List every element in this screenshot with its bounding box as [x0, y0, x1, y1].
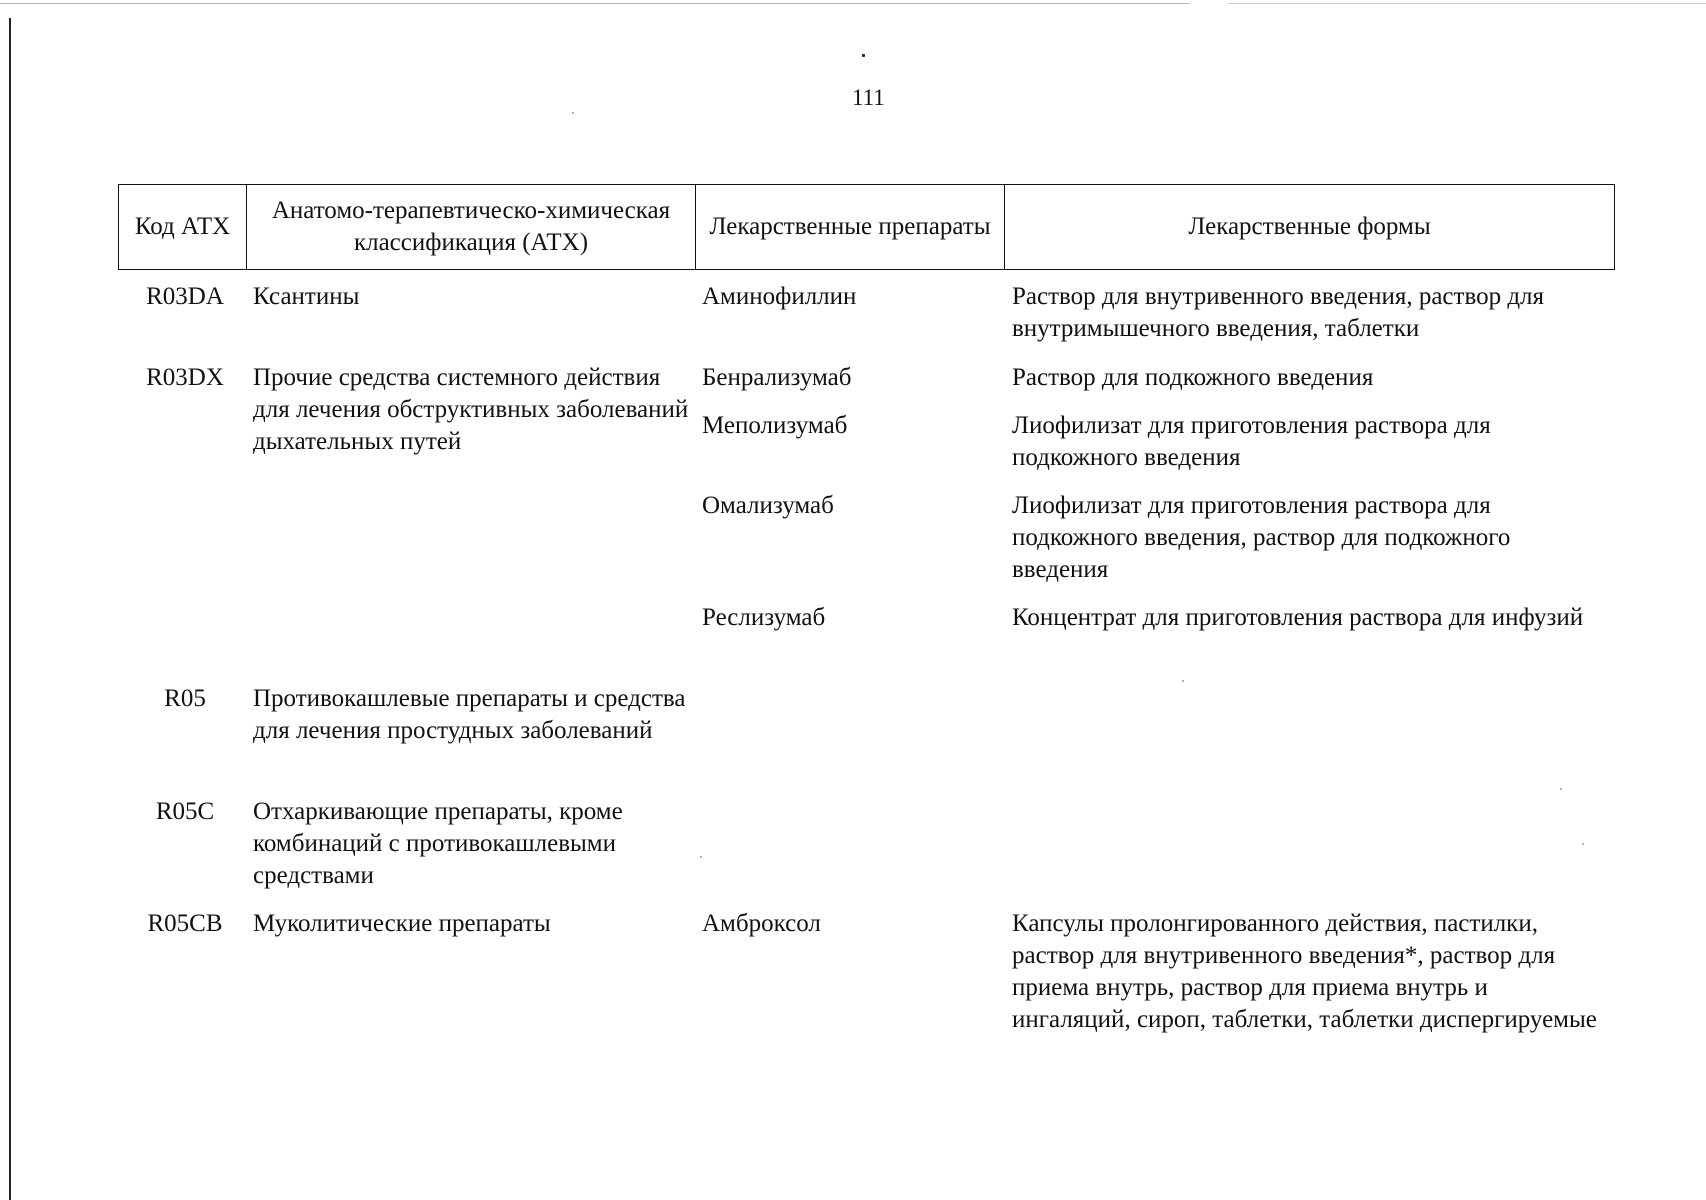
scan-speck: [700, 856, 702, 858]
dosage-forms: Лиофилизат для приготовления раствора для подкожного введения, раствор для подкожного введения: [1012, 492, 1511, 583]
dosage-forms: Раствор для внутривенного введения, раствор для внутримышечного введения, таблетки: [1012, 283, 1545, 342]
drug-name: Бенрализумаб: [702, 364, 852, 391]
atc-code: R05CB: [147, 910, 223, 937]
atc-code: R03DX: [146, 364, 224, 391]
drug-name: Реслизумаб: [702, 604, 826, 631]
atc-classification: Отхаркивающие препараты, кроме комбинаций с противокашлевыми средствами: [253, 798, 623, 889]
scan-speck: [1182, 680, 1184, 682]
atc-classification: Прочие средства системного действия для лечения обструктивных заболеваний дыхательных путей: [253, 364, 689, 455]
header-classification: Анатомо-терапевтическо-химическая классификация (АТХ): [247, 185, 696, 270]
drug-name: Амброксол: [702, 910, 821, 937]
scan-top-edge: [0, 3, 1190, 4]
atc-classification: Муколитические препараты: [253, 910, 551, 937]
dosage-forms: Лиофилизат для приготовления раствора для подкожного введения: [1012, 412, 1491, 471]
scan-speck: [572, 112, 574, 114]
dosage-forms: Капсулы пролонгированного действия, пастилки, раствор для внутривенного введения*, раствор для приема внутрь, раствор для приема внутрь и ингаляций, сироп, таблетки, таблетки диспергируемые: [1012, 910, 1597, 1033]
scan-speck: [1560, 788, 1562, 790]
page-number: 111: [852, 85, 885, 110]
atc-classification: Противокашлевые препараты и средства для лечения простудных заболеваний: [253, 685, 686, 744]
scan-speck: [1582, 843, 1584, 845]
scan-top-edge: [1228, 3, 1706, 4]
scan-speck: [862, 54, 865, 57]
atc-classification: Ксантины: [253, 283, 360, 310]
scan-left-edge: [9, 18, 11, 1200]
header-code: Код АТХ: [119, 185, 247, 270]
atc-code: R05: [164, 685, 206, 712]
atc-code: R05C: [155, 798, 215, 825]
drug-name: Меполизумаб: [702, 412, 848, 439]
header-forms: Лекарственные формы: [1005, 185, 1615, 270]
drug-name: Аминофиллин: [702, 283, 857, 310]
table-header: [118, 184, 1615, 270]
drug-name: Омализумаб: [702, 492, 834, 519]
atc-code: R03DA: [146, 283, 224, 310]
header-drugs: Лекарственные препараты: [696, 185, 1005, 270]
dosage-forms: Раствор для подкожного введения: [1012, 364, 1374, 391]
dosage-forms: Концентрат для приготовления раствора для инфузий: [1012, 604, 1584, 631]
